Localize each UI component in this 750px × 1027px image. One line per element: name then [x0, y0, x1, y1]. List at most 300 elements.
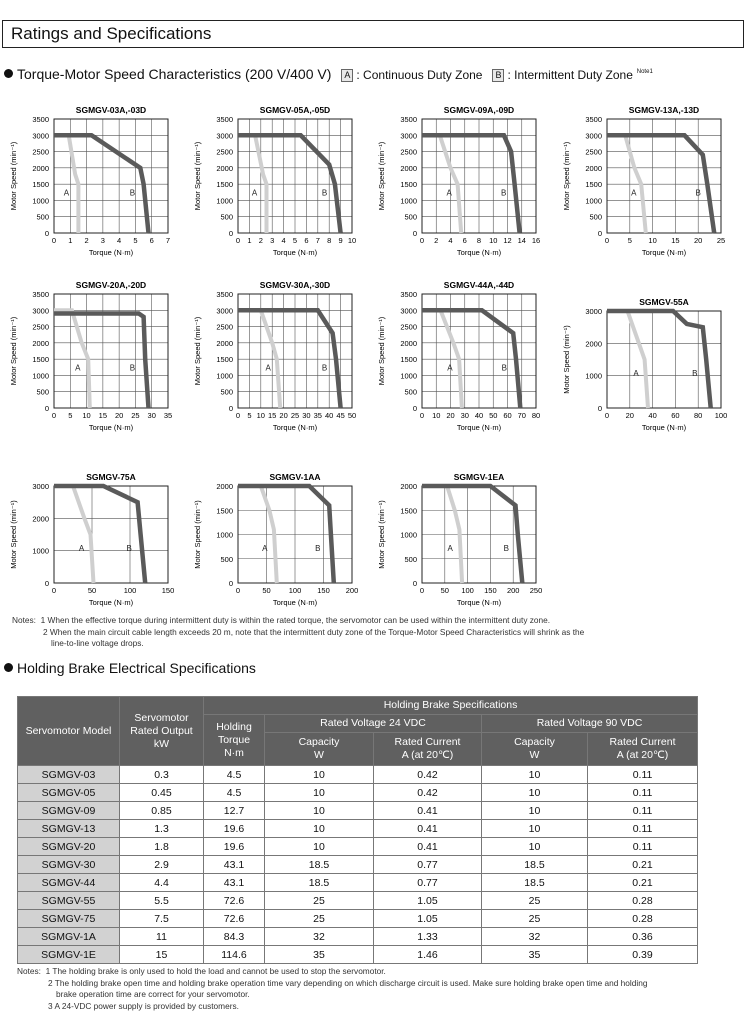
- cell-capacity-24: 18.5: [265, 856, 374, 874]
- cell-capacity-24: 25: [265, 892, 374, 910]
- y-axis-label: Motor Speed (min⁻¹): [193, 141, 202, 211]
- x-axis-label: Torque (N·m): [272, 423, 318, 432]
- y-tick-label: 3000: [32, 131, 49, 141]
- x-tick-label: 20: [694, 236, 703, 245]
- chart-2: [377, 105, 540, 257]
- zone-b-box: B: [492, 69, 504, 82]
- x-tick-label: 10: [648, 236, 657, 245]
- y-axis-label: Motor Speed (min⁻¹): [562, 325, 571, 394]
- brake-notes: [17, 966, 647, 1012]
- cell-model: SGMGV-75: [18, 910, 120, 928]
- cell-holding-torque: 72.6: [204, 892, 265, 910]
- x-tick-label: 50: [262, 586, 271, 595]
- series-label-b: B: [315, 543, 321, 553]
- y-tick-label: 1500: [32, 180, 49, 190]
- x-axis-label: Torque (N·m): [272, 598, 318, 607]
- cell-capacity-24: 32: [265, 928, 374, 946]
- x-tick-label: 5: [68, 411, 73, 420]
- x-tick-label: 20: [446, 411, 455, 420]
- x-tick-label: 0: [419, 411, 425, 420]
- torque-note-2: 2 When the main circuit cable length exceeds 20 m, note that the intermittent duty zone of the Torque-Motor Speed Characteristics will shrink as the: [43, 626, 585, 637]
- y-tick-label: 500: [220, 387, 233, 397]
- y-tick-label: 3500: [32, 115, 49, 124]
- x-tick-label: 40: [325, 411, 334, 420]
- table-row: [18, 856, 698, 874]
- cell-rated-output: 0.85: [120, 802, 204, 820]
- chart-title: SGMGV-09A,-09D: [443, 105, 515, 115]
- y-tick-label: 500: [589, 212, 602, 222]
- page-title: Ratings and Specifications: [11, 24, 212, 43]
- cell-rated-output: 1.8: [120, 838, 204, 856]
- y-tick-label: 3500: [585, 115, 602, 124]
- torque-note-2-cont: line-to-line voltage drops.: [51, 638, 144, 648]
- chart-title: SGMGV-44A,-44D: [443, 280, 515, 290]
- x-tick-label: 0: [235, 236, 241, 245]
- cell-rated-output: 7.5: [120, 910, 204, 928]
- cell-current-24: 0.41: [374, 802, 482, 820]
- y-tick-label: 1500: [400, 506, 417, 516]
- x-tick-label: 200: [345, 586, 359, 595]
- cell-capacity-24: 35: [265, 946, 374, 964]
- cell-capacity-24: 10: [265, 766, 374, 784]
- cell-capacity-90: 10: [482, 784, 588, 802]
- header-voltage-24: Rated Voltage 24 VDC: [265, 715, 482, 733]
- cell-capacity-24: 10: [265, 802, 374, 820]
- y-tick-label: 1000: [216, 196, 233, 206]
- cell-current-24: 1.05: [374, 910, 482, 928]
- y-tick-label: 0: [44, 579, 49, 588]
- chart-10: [377, 472, 542, 607]
- cell-model: SGMGV-55: [18, 892, 120, 910]
- series-line-b: [54, 314, 149, 409]
- cell-current-24: 1.05: [374, 892, 482, 910]
- zone-b-note: Note1: [636, 69, 653, 75]
- x-tick-label: 0: [604, 411, 610, 420]
- cell-holding-torque: 84.3: [204, 928, 265, 946]
- y-tick-label: 500: [220, 212, 233, 222]
- x-tick-label: 4: [281, 236, 286, 245]
- chart-7: [562, 297, 727, 432]
- x-tick-label: 150: [317, 586, 330, 595]
- y-axis-label: Motor Speed (min⁻¹): [9, 500, 18, 569]
- x-tick-label: 10: [256, 411, 265, 420]
- torque-note-1: 1 When the effective torque during intermittent duty is within the rated torque, the servomotor can be used within the intermittent duty zone.: [40, 615, 551, 625]
- x-tick-label: 15: [268, 411, 277, 420]
- brake-spec-table: [17, 696, 698, 964]
- x-tick-label: 20: [279, 411, 288, 420]
- x-tick-label: 0: [235, 586, 241, 595]
- cell-capacity-90: 10: [482, 802, 588, 820]
- chart-title: SGMGV-1AA: [269, 472, 321, 482]
- y-tick-label: 500: [36, 387, 49, 397]
- y-tick-label: 1500: [400, 180, 417, 190]
- header-rated-output: Servomotor Rated Output kW: [120, 697, 204, 766]
- x-tick-label: 0: [51, 586, 57, 595]
- y-tick-label: 2500: [216, 147, 233, 157]
- y-tick-label: 3000: [216, 306, 233, 316]
- x-tick-label: 30: [302, 411, 311, 420]
- x-tick-label: 50: [440, 586, 449, 595]
- y-tick-label: 0: [44, 404, 49, 413]
- y-tick-label: 2000: [400, 163, 417, 173]
- table-row: [18, 784, 698, 802]
- x-axis-label: Torque (N·m): [641, 248, 687, 257]
- y-tick-label: 3000: [400, 131, 417, 141]
- x-tick-label: 10: [489, 236, 498, 245]
- x-tick-label: 20: [114, 411, 124, 420]
- x-tick-label: 2: [434, 236, 439, 245]
- x-tick-label: 2: [84, 236, 89, 245]
- cell-current-24: 0.41: [374, 838, 482, 856]
- series-line-b: [607, 311, 711, 408]
- y-tick-label: 2500: [400, 322, 417, 332]
- header-model: Servomotor Model: [18, 697, 120, 766]
- x-tick-label: 250: [529, 586, 543, 595]
- x-tick-label: 3: [270, 236, 275, 245]
- y-tick-label: 1000: [400, 196, 417, 206]
- x-tick-label: 7: [165, 236, 171, 245]
- y-tick-label: 2000: [216, 482, 233, 491]
- cell-current-90: 0.11: [588, 838, 698, 856]
- x-tick-label: 15: [671, 236, 680, 245]
- y-tick-label: 0: [228, 579, 233, 588]
- table-row: [18, 946, 698, 964]
- x-tick-label: 30: [147, 411, 156, 420]
- x-tick-label: 2: [258, 236, 263, 245]
- chart-title: SGMGV-1EA: [453, 472, 505, 482]
- cell-rated-output: 4.4: [120, 874, 204, 892]
- y-tick-label: 2000: [585, 163, 602, 173]
- cell-model: SGMGV-09: [18, 802, 120, 820]
- x-tick-label: 0: [51, 411, 57, 420]
- chart-8: [9, 472, 174, 607]
- series-line-a: [607, 311, 648, 408]
- brake-note-3: 3 A 24-VDC power supply is provided by customers.: [48, 1000, 239, 1011]
- x-tick-label: 8: [476, 236, 482, 245]
- header-capacity-90: Capacity W: [482, 733, 588, 766]
- x-tick-label: 150: [161, 586, 175, 595]
- table-row: [18, 910, 698, 928]
- series-label-a: A: [75, 363, 81, 373]
- y-tick-label: 2500: [400, 147, 417, 157]
- y-tick-label: 1000: [32, 546, 49, 556]
- y-tick-label: 2000: [32, 163, 49, 173]
- cell-capacity-24: 25: [265, 910, 374, 928]
- header-voltage-90: Rated Voltage 90 VDC: [482, 715, 698, 733]
- y-axis-label: Motor Speed (min⁻¹): [193, 500, 202, 569]
- cell-capacity-24: 10: [265, 838, 374, 856]
- x-tick-label: 15: [98, 411, 108, 420]
- cell-current-90: 0.11: [588, 784, 698, 802]
- x-tick-label: 40: [474, 411, 484, 420]
- x-tick-label: 70: [517, 411, 526, 420]
- series-label-a: A: [63, 188, 70, 198]
- x-tick-label: 1: [247, 236, 252, 245]
- y-tick-label: 0: [228, 229, 233, 238]
- x-tick-label: 5: [627, 236, 632, 245]
- cell-capacity-90: 10: [482, 766, 588, 784]
- x-tick-label: 35: [163, 411, 173, 420]
- cell-holding-torque: 12.7: [204, 802, 265, 820]
- x-tick-label: 0: [51, 236, 57, 245]
- cell-model: SGMGV-13: [18, 820, 120, 838]
- series-label-b: B: [129, 363, 136, 373]
- y-tick-label: 2000: [400, 338, 417, 348]
- brake-notes-label: Notes:: [17, 966, 41, 976]
- x-tick-label: 0: [419, 236, 425, 245]
- x-tick-label: 6: [149, 236, 154, 245]
- series-label-b: B: [503, 543, 509, 553]
- x-tick-label: 50: [489, 411, 498, 420]
- cell-holding-torque: 43.1: [204, 856, 265, 874]
- y-tick-label: 2500: [585, 147, 602, 157]
- x-tick-label: 10: [347, 236, 357, 245]
- torque-section-title: Torque-Motor Speed Characteristics (200 V/400 V): [17, 66, 332, 82]
- x-tick-label: 25: [716, 236, 726, 245]
- x-tick-label: 6: [462, 236, 467, 245]
- x-tick-label: 10: [432, 411, 441, 420]
- cell-model: SGMGV-03: [18, 766, 120, 784]
- x-tick-label: 80: [694, 411, 703, 420]
- x-tick-label: 16: [531, 236, 541, 245]
- chart-6: [377, 280, 540, 432]
- chart-title: SGMGV-05A,-05D: [259, 105, 331, 115]
- y-axis-label: Motor Speed (min⁻¹): [377, 500, 386, 569]
- cell-capacity-90: 10: [482, 820, 588, 838]
- cell-holding-torque: 4.5: [204, 766, 265, 784]
- y-axis-label: Motor Speed (min⁻¹): [9, 141, 18, 211]
- cell-current-90: 0.36: [588, 928, 698, 946]
- y-tick-label: 2000: [585, 339, 602, 349]
- x-tick-label: 80: [531, 411, 541, 420]
- x-tick-label: 40: [648, 411, 657, 420]
- y-tick-label: 0: [228, 404, 233, 413]
- y-tick-label: 3000: [216, 131, 233, 141]
- y-tick-label: 1500: [216, 180, 233, 190]
- cell-rated-output: 11: [120, 928, 204, 946]
- chart-0: [9, 105, 170, 257]
- brake-section-title: Holding Brake Electrical Specifications: [17, 660, 256, 676]
- cell-holding-torque: 4.5: [204, 784, 265, 802]
- y-tick-label: 0: [44, 229, 49, 238]
- cell-model: SGMGV-30: [18, 856, 120, 874]
- y-tick-label: 500: [404, 554, 417, 564]
- x-tick-label: 45: [336, 411, 345, 420]
- x-tick-label: 100: [123, 586, 137, 595]
- y-tick-label: 1500: [216, 506, 233, 516]
- chart-title: SGMGV-75A: [86, 472, 136, 482]
- header-current-90: Rated Current A (at 20℃): [588, 733, 698, 766]
- y-tick-label: 500: [404, 212, 417, 222]
- x-tick-label: 150: [484, 586, 497, 595]
- chart-9: [193, 472, 358, 607]
- cell-model: SGMGV-1A: [18, 928, 120, 946]
- y-tick-label: 2500: [32, 322, 49, 332]
- table-row: [18, 928, 698, 946]
- y-tick-label: 3500: [216, 115, 233, 124]
- cell-current-90: 0.11: [588, 802, 698, 820]
- x-axis-label: Torque (N·m): [88, 248, 134, 257]
- zone-a-label: : Continuous Duty Zone: [356, 68, 483, 82]
- header-brake-specs: Holding Brake Specifications: [204, 697, 698, 715]
- series-label-a: A: [447, 543, 453, 553]
- y-tick-label: 3000: [585, 131, 602, 141]
- x-tick-label: 0: [235, 411, 241, 420]
- chart-title: SGMGV-30A,-30D: [259, 280, 331, 290]
- y-tick-label: 1000: [585, 371, 602, 381]
- series-label-b: B: [321, 188, 328, 198]
- chart-5: [193, 280, 356, 432]
- brake-note-2: 2 The holding brake open time and holding brake operation time vary depending on which discharge circuit is used. Make sure holding brake open time and holding: [48, 977, 648, 988]
- table-row: [18, 766, 698, 784]
- cell-current-24: 1.33: [374, 928, 482, 946]
- y-tick-label: 1500: [216, 355, 233, 365]
- y-tick-label: 2000: [216, 338, 233, 348]
- y-tick-label: 2500: [216, 322, 233, 332]
- y-tick-label: 1500: [32, 355, 49, 365]
- cell-current-24: 0.42: [374, 784, 482, 802]
- y-tick-label: 1000: [216, 530, 233, 540]
- header-current-24: Rated Current A (at 20℃): [374, 733, 482, 766]
- y-tick-label: 1000: [32, 371, 49, 381]
- bullet-icon: [4, 663, 13, 672]
- series-label-b: B: [321, 363, 328, 373]
- x-axis-label: Torque (N·m): [456, 598, 502, 607]
- cell-current-90: 0.21: [588, 874, 698, 892]
- x-tick-label: 50: [347, 411, 357, 420]
- cell-model: SGMGV-1E: [18, 946, 120, 964]
- cell-capacity-90: 10: [482, 838, 588, 856]
- series-label-a: A: [633, 368, 639, 378]
- brake-section-heading: [4, 660, 256, 676]
- y-tick-label: 0: [597, 404, 602, 413]
- series-label-b: B: [692, 368, 698, 378]
- y-axis-label: Motor Speed (min⁻¹): [193, 316, 202, 386]
- x-tick-label: 0: [604, 236, 610, 245]
- y-tick-label: 3000: [400, 306, 417, 316]
- x-tick-label: 100: [714, 411, 728, 420]
- x-axis-label: Torque (N·m): [456, 248, 502, 257]
- y-tick-label: 0: [412, 229, 417, 238]
- y-tick-label: 2000: [216, 163, 233, 173]
- series-label-a: A: [262, 543, 268, 553]
- y-tick-label: 3000: [32, 306, 49, 316]
- header-holding-torque: Holding Torque N·m: [204, 715, 265, 766]
- x-tick-label: 25: [290, 411, 300, 420]
- x-tick-label: 100: [288, 586, 302, 595]
- series-label-b: B: [126, 543, 132, 553]
- x-axis-label: Torque (N·m): [272, 248, 318, 257]
- series-label-b: B: [501, 363, 507, 373]
- cell-capacity-24: 10: [265, 784, 374, 802]
- x-axis-label: Torque (N·m): [88, 423, 134, 432]
- cell-current-90: 0.11: [588, 766, 698, 784]
- cell-holding-torque: 72.6: [204, 910, 265, 928]
- x-tick-label: 5: [292, 236, 298, 245]
- y-axis-label: Motor Speed (min⁻¹): [377, 141, 386, 211]
- chart-title: SGMGV-20A,-20D: [75, 280, 147, 290]
- y-axis-label: Motor Speed (min⁻¹): [9, 316, 18, 386]
- x-tick-label: 20: [625, 411, 634, 420]
- torque-notes: [12, 615, 584, 650]
- cell-model: SGMGV-05: [18, 784, 120, 802]
- cell-capacity-90: 32: [482, 928, 588, 946]
- chart-title: SGMGV-03A,-03D: [75, 105, 147, 115]
- cell-holding-torque: 43.1: [204, 874, 265, 892]
- brake-note-2-cont: brake operation time are correct for your servomotor.: [56, 989, 250, 999]
- x-tick-label: 10: [82, 411, 91, 420]
- x-tick-label: 9: [338, 236, 343, 245]
- x-tick-label: 60: [503, 411, 512, 420]
- cell-rated-output: 2.9: [120, 856, 204, 874]
- x-tick-label: 12: [503, 236, 512, 245]
- series-label-a: A: [447, 363, 453, 373]
- x-tick-label: 7: [315, 236, 320, 245]
- cell-holding-torque: 19.6: [204, 838, 265, 856]
- torque-notes-label: Notes:: [12, 615, 36, 625]
- y-tick-label: 500: [220, 554, 233, 564]
- series-label-a: A: [78, 543, 85, 553]
- y-tick-label: 1000: [216, 371, 233, 381]
- y-tick-label: 3000: [585, 307, 602, 316]
- table-row: [18, 838, 698, 856]
- cell-rated-output: 5.5: [120, 892, 204, 910]
- cell-capacity-90: 25: [482, 910, 588, 928]
- cell-holding-torque: 114.6: [204, 946, 265, 964]
- cell-model: SGMGV-44: [18, 874, 120, 892]
- table-row: [18, 820, 698, 838]
- y-tick-label: 1500: [400, 355, 417, 365]
- chart-title: SGMGV-55A: [639, 297, 689, 307]
- x-tick-label: 30: [460, 411, 469, 420]
- series-label-b: B: [500, 188, 507, 198]
- zone-a-box: A: [341, 69, 353, 82]
- x-tick-label: 5: [247, 411, 252, 420]
- chart-3: [562, 105, 725, 257]
- y-tick-label: 3000: [32, 482, 49, 491]
- y-tick-label: 2500: [32, 147, 49, 157]
- brake-note-1: 1 The holding brake is only used to hold the load and cannot be used to stop the servomotor.: [45, 966, 386, 976]
- x-tick-label: 60: [671, 411, 680, 420]
- y-tick-label: 1000: [585, 196, 602, 206]
- y-tick-label: 0: [412, 579, 417, 588]
- series-label-b: B: [695, 188, 701, 198]
- cell-current-24: 0.77: [374, 856, 482, 874]
- cell-current-90: 0.39: [588, 946, 698, 964]
- cell-capacity-90: 18.5: [482, 874, 588, 892]
- y-axis-label: Motor Speed (min⁻¹): [562, 141, 571, 211]
- x-tick-label: 4: [448, 236, 453, 245]
- cell-capacity-90: 35: [482, 946, 588, 964]
- cell-current-24: 1.46: [374, 946, 482, 964]
- series-line-a: [54, 486, 94, 583]
- cell-rated-output: 1.3: [120, 820, 204, 838]
- cell-current-24: 0.41: [374, 820, 482, 838]
- series-label-a: A: [251, 188, 258, 198]
- cell-current-24: 0.77: [374, 874, 482, 892]
- table-row: [18, 874, 698, 892]
- cell-capacity-90: 18.5: [482, 856, 588, 874]
- cell-capacity-24: 18.5: [265, 874, 374, 892]
- chart-4: [9, 280, 172, 432]
- cell-capacity-24: 10: [265, 820, 374, 838]
- x-tick-label: 25: [131, 411, 140, 420]
- series-label-a: A: [446, 188, 452, 198]
- y-tick-label: 1000: [400, 371, 417, 381]
- y-tick-label: 3500: [32, 290, 49, 299]
- x-tick-label: 1: [68, 236, 73, 245]
- x-axis-label: Torque (N·m): [456, 423, 502, 432]
